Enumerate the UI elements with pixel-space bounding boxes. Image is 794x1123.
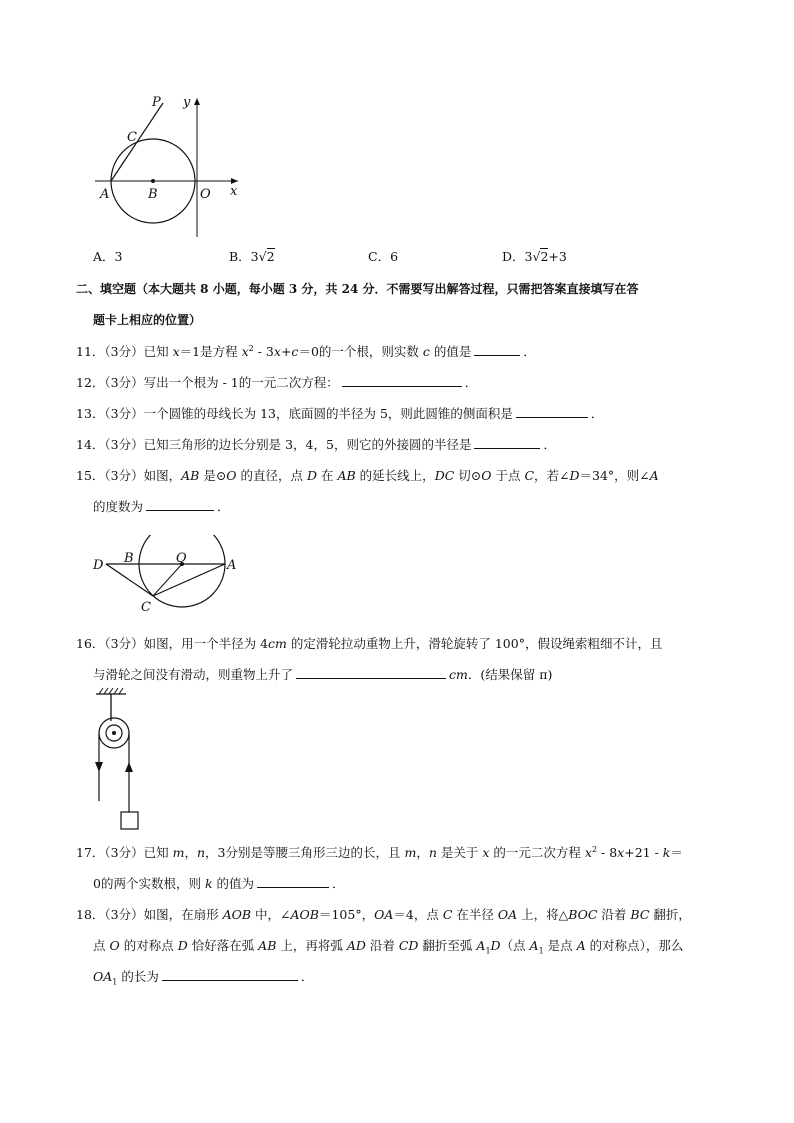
question-16-line2: 与滑轮之间没有滑动，则重物上升了 cm．(结果保留 π) bbox=[93, 667, 553, 682]
label-D: D bbox=[93, 558, 104, 573]
label-B: B bbox=[148, 187, 158, 202]
question-12: 12．（3分）写出一个根为 - 1的一元二次方程： ． bbox=[76, 375, 478, 390]
label-C: C bbox=[127, 130, 137, 145]
answer-blank-12[interactable] bbox=[342, 374, 462, 387]
answer-blank-13[interactable] bbox=[516, 405, 588, 418]
question-14: 14．（3分）已知三角形的边长分别是 3，4，5，则它的外接圆的半径是 ． bbox=[76, 437, 556, 452]
option-b-radicand: 2 bbox=[266, 249, 275, 264]
pulley-axle bbox=[112, 731, 116, 735]
option-c: C．6 bbox=[368, 249, 399, 264]
answer-blank-15[interactable] bbox=[146, 498, 214, 511]
question-17-line2: 0的两个实数根，则 k 的值为 ． bbox=[93, 876, 345, 891]
label-x: x bbox=[230, 184, 238, 199]
sqrt-sign: √ bbox=[532, 249, 541, 264]
answer-blank-18[interactable] bbox=[162, 968, 298, 981]
option-d-coef: D．3 bbox=[502, 249, 533, 264]
label-B: B bbox=[124, 551, 134, 566]
answer-blank-16[interactable] bbox=[296, 666, 446, 679]
answer-blank-17[interactable] bbox=[257, 875, 329, 888]
sqrt-sign: √ bbox=[258, 249, 267, 264]
option-b-coef: B．3 bbox=[229, 249, 259, 264]
label-C: C bbox=[141, 600, 151, 615]
tangent-DC bbox=[106, 564, 153, 596]
question-15-line2: 的度数为 ． bbox=[93, 499, 230, 514]
answer-blank-14[interactable] bbox=[474, 436, 540, 449]
option-d bbox=[502, 247, 567, 265]
question-11: 11．（3分）已知 x＝1是方程 $x^2 - 3x+c=0$的一个根，则实数 c 的值是 ． bbox=[76, 343, 536, 359]
question-15: 15．（3分）如图，AB 是⊙O 的直径，点 D 在 AB 的延长线上，DC 切⊙O 于点 C，若∠D＝34°，则∠A bbox=[76, 468, 659, 483]
circle-O bbox=[139, 535, 225, 607]
weight-block bbox=[121, 812, 138, 829]
q15-figure bbox=[88, 535, 248, 615]
line-AP bbox=[111, 103, 163, 181]
question-18: 18．（3分）如图，在扇形 AOB 中，∠AOB＝105°，OA＝4，点 C 在半径 OA 上，将△BOC 沿着 BC 翻折， bbox=[76, 907, 691, 922]
question-17: 17．（3分）已知 m，n，3分别是等腰三角形三边的长，且 m，n 是关于 x 的一元二次方程 $x^2 - 8x+21 - k=$ bbox=[76, 844, 683, 860]
question-18-line2: 点 O 的对称点 D 恰好落在弧 AB 上，再将弧 AD 沿着 CD 翻折至弧 $A_1D$（点 $A_1$ 是点 A 的对称点），那么 bbox=[93, 938, 684, 956]
label-A: A bbox=[100, 187, 110, 202]
segment-OC bbox=[153, 564, 182, 596]
answer-blank-11[interactable] bbox=[474, 343, 520, 356]
option-b bbox=[229, 247, 275, 265]
section2-heading-line2: 题卡上相应的位置） bbox=[93, 313, 202, 327]
label-P: P bbox=[152, 95, 161, 110]
ceiling-hatch bbox=[99, 688, 123, 694]
option-d-radicand: 2 bbox=[540, 249, 549, 264]
question-13: 13．（3分）一个圆锥的母线长为 13，底面圆的半径为 5，则此圆锥的侧面积是 ． bbox=[76, 406, 604, 421]
label-O: O bbox=[200, 187, 211, 202]
segment-CA bbox=[153, 564, 225, 596]
point-B bbox=[151, 179, 155, 183]
y-axis-arrow bbox=[194, 98, 200, 105]
question-16: 16．（3分）如图，用一个半径为 4cm 的定滑轮拉动重物上升，滑轮旋转了 100°，假设绳索粗细不计，且 bbox=[76, 636, 663, 651]
option-d-suffix: +3 bbox=[548, 249, 567, 264]
q10-figure bbox=[90, 90, 250, 250]
arrow-up-icon bbox=[125, 762, 133, 772]
arrow-down-icon bbox=[95, 762, 103, 772]
section2-heading-line1: 二、填空题（本大题共 8 小题，每小题 3 分，共 24 分．不需要写出解答过程，只需把答案直接填写在答 bbox=[76, 282, 639, 296]
label-A: A bbox=[227, 558, 237, 573]
option-a: A．3 bbox=[93, 249, 123, 264]
pulley-figure bbox=[88, 686, 148, 834]
question-18-line3: $OA_1$ 的长为 ． bbox=[93, 969, 314, 987]
label-O: O bbox=[176, 551, 187, 566]
label-y: y bbox=[183, 95, 191, 110]
